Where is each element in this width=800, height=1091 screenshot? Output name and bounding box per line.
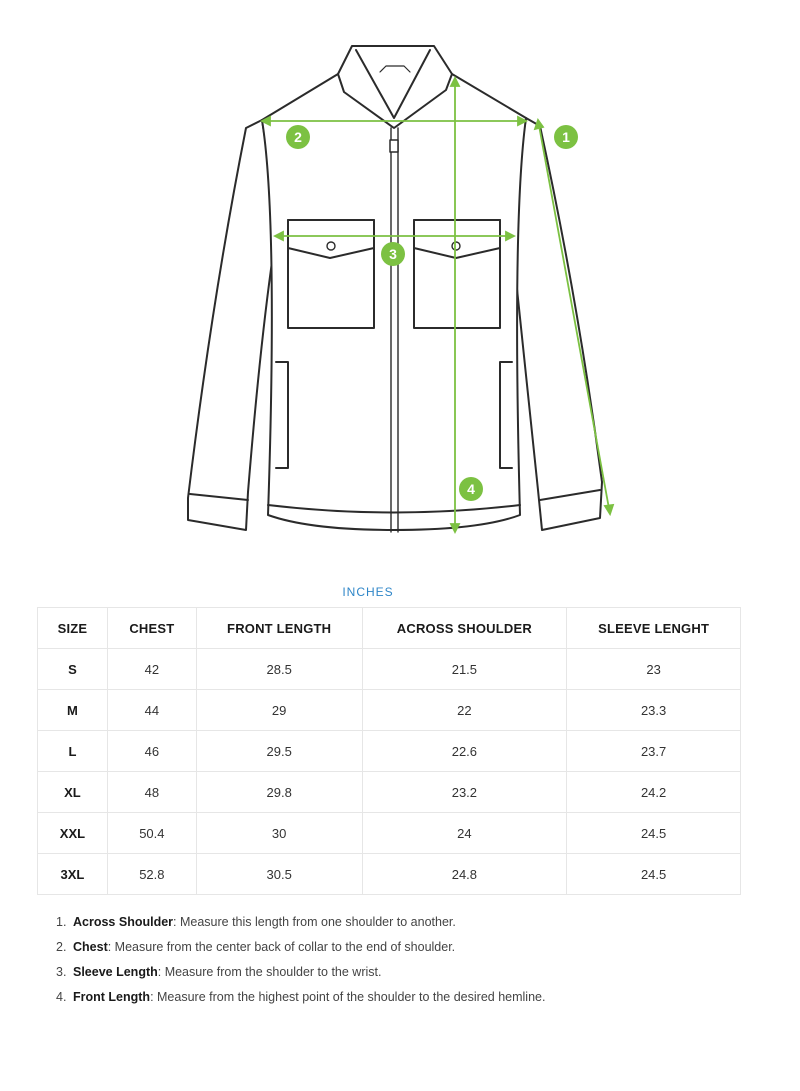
table-row xyxy=(38,690,741,731)
front-length-cell: 29 xyxy=(196,690,362,731)
marker-2 xyxy=(286,125,310,149)
header-front-length: FRONT LENGTH xyxy=(196,608,362,649)
header-sleeve-length: SLEEVE LENGHT xyxy=(567,608,741,649)
front-length-cell: 29.8 xyxy=(196,772,362,813)
sleeve-length-cell: 24.2 xyxy=(567,772,741,813)
sleeve-length-cell: 23 xyxy=(567,649,741,690)
marker-3-label: 3 xyxy=(389,246,397,262)
chest-cell: 44 xyxy=(107,690,196,731)
sleeve-length-cell: 23.3 xyxy=(567,690,741,731)
chest-cell: 42 xyxy=(107,649,196,690)
marker-1 xyxy=(554,125,578,149)
sleeve-length-cell: 24.5 xyxy=(567,813,741,854)
table-row xyxy=(38,649,741,690)
marker-3 xyxy=(381,242,405,266)
front-length-cell: 29.5 xyxy=(196,731,362,772)
header-across-shoulder: ACROSS SHOULDER xyxy=(362,608,567,649)
size-cell: XL xyxy=(38,772,108,813)
note-number: 1. xyxy=(56,915,67,929)
note-text: : Measure from the highest point of the shoulder to the desired hemline. xyxy=(150,990,546,1004)
size-cell: S xyxy=(38,649,108,690)
note-item xyxy=(56,937,756,962)
note-number: 2. xyxy=(56,940,67,954)
table-row xyxy=(38,772,741,813)
size-chart-table xyxy=(37,607,741,895)
across-shoulder-cell: 22.6 xyxy=(362,731,567,772)
size-cell: 3XL xyxy=(38,854,108,895)
across-shoulder-cell: 24 xyxy=(362,813,567,854)
size-cell: M xyxy=(38,690,108,731)
front-length-cell: 30 xyxy=(196,813,362,854)
sleeve-length-cell: 24.5 xyxy=(567,854,741,895)
marker-2-label: 2 xyxy=(294,129,302,145)
marker-4 xyxy=(459,477,483,501)
chest-cell: 48 xyxy=(107,772,196,813)
size-cell: L xyxy=(38,731,108,772)
sleeve-length-cell: 23.7 xyxy=(567,731,741,772)
units-label: INCHES xyxy=(342,585,394,599)
note-text: : Measure from the center back of collar to the end of shoulder. xyxy=(107,940,456,954)
front-length-cell: 28.5 xyxy=(196,649,362,690)
note-item xyxy=(56,912,756,937)
across-shoulder-cell: 24.8 xyxy=(362,854,567,895)
note-term: Chest xyxy=(73,940,108,954)
measurement-notes xyxy=(56,912,756,1012)
front-length-cell: 30.5 xyxy=(196,854,362,895)
marker-1-label: 1 xyxy=(562,129,570,145)
across-shoulder-cell: 21.5 xyxy=(362,649,567,690)
table-row xyxy=(38,731,741,772)
note-term: Front Length xyxy=(73,990,151,1004)
across-shoulder-cell: 22 xyxy=(362,690,567,731)
note-number: 3. xyxy=(56,965,67,979)
marker-4-label: 4 xyxy=(467,481,475,497)
note-term: Across Shoulder xyxy=(73,915,174,929)
note-item xyxy=(56,962,756,987)
across-shoulder-cell: 23.2 xyxy=(362,772,567,813)
header-size: SIZE xyxy=(38,608,108,649)
chest-cell: 52.8 xyxy=(107,854,196,895)
note-item xyxy=(56,987,756,1012)
size-cell: XXL xyxy=(38,813,108,854)
header-chest: CHEST xyxy=(107,608,196,649)
note-text: : Measure this length from one shoulder to another. xyxy=(173,915,456,929)
table-row xyxy=(38,813,741,854)
chest-cell: 46 xyxy=(107,731,196,772)
note-number: 4. xyxy=(56,990,67,1004)
table-header-row xyxy=(38,608,741,649)
note-term: Sleeve Length xyxy=(73,965,158,979)
chest-cell: 50.4 xyxy=(107,813,196,854)
table-row xyxy=(38,854,741,895)
note-text: : Measure from the shoulder to the wrist. xyxy=(157,965,382,979)
jacket-outline xyxy=(188,46,602,532)
